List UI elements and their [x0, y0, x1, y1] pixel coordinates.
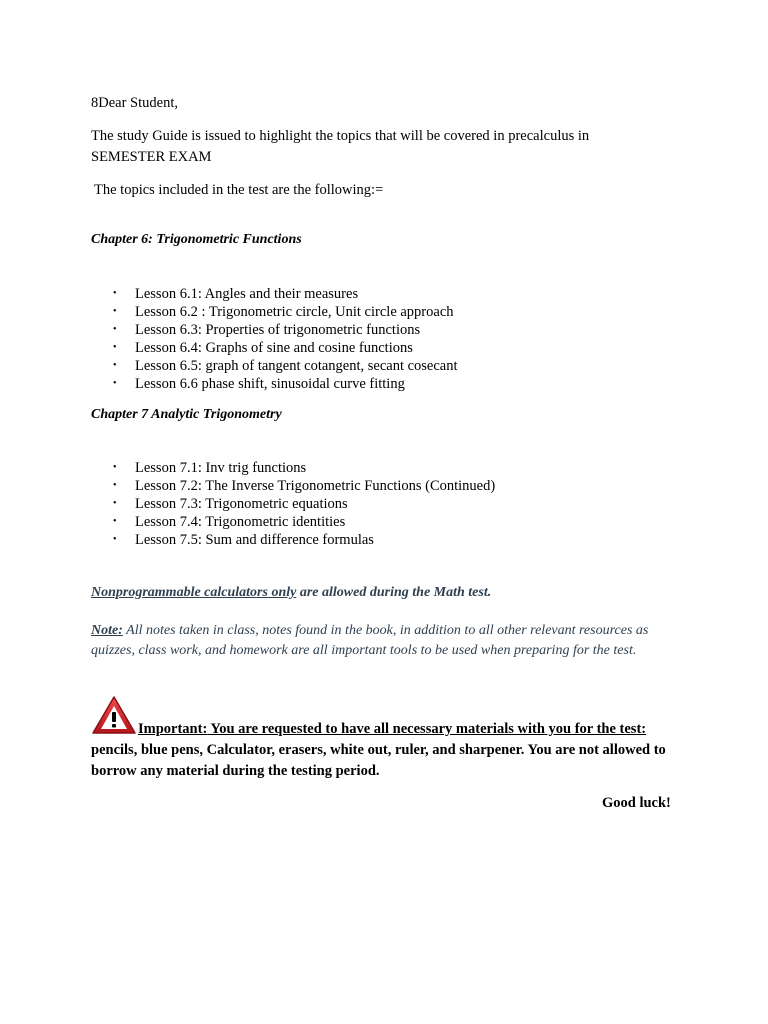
important-paragraph	[91, 719, 691, 782]
greeting: 8Dear Student,	[91, 95, 178, 111]
important-first-text: You are requested to have all necessary materials with you for the test:	[207, 721, 647, 737]
lesson-label: Lesson 6.2 : Trigonometric circle, Unit circle approach	[135, 304, 454, 320]
note-text: All notes taken in class, notes found in the book, in addition to all other relevant resources as quizzes, class work, and homework are all important tools to be used when preparing for the test.	[91, 623, 649, 658]
bullet-icon: •	[113, 324, 117, 335]
bullet-icon: •	[113, 306, 117, 317]
lesson-label: Lesson 6.3: Properties of trigonometric functions	[135, 322, 421, 338]
lesson-label: Lesson 7.5: Sum and difference formulas	[135, 532, 374, 548]
bullet-icon: •	[113, 480, 117, 491]
note-label: Note:	[91, 623, 123, 638]
important-text: pencils, blue pens, Calculator, erasers, white out, ruler, and sharpener. You are not allowed to borrow any material during the testing period.	[91, 742, 666, 779]
bullet-icon: •	[113, 498, 117, 509]
lesson-label: Lesson 6.1: Angles and their measures	[135, 286, 359, 302]
lesson-label: Lesson 7.1: Inv trig functions	[135, 460, 307, 476]
calculator-policy-emphasis: Nonprogrammable calculators only	[91, 585, 297, 600]
bullet-icon: •	[113, 360, 117, 371]
lesson-label: Lesson 6.6 phase shift, sinusoidal curve fitting	[135, 376, 405, 392]
note-paragraph	[91, 621, 691, 661]
bullet-icon: •	[113, 516, 117, 527]
bullet-icon: •	[113, 378, 117, 389]
lesson-label: Lesson 7.2: The Inverse Trigonometric Functions (Continued)	[135, 478, 496, 494]
lesson-label: Lesson 6.4: Graphs of sine and cosine functions	[135, 340, 413, 356]
bullet-icon: •	[113, 462, 117, 473]
intro-paragraph: The study Guide is issued to highlight the topics that will be covered in precalculus in SEMESTER EXAM	[91, 128, 590, 165]
bullet-icon: •	[113, 288, 117, 299]
calculator-policy	[91, 585, 491, 601]
calculator-policy-text: are allowed during the Math test.	[296, 585, 492, 600]
closing-text: Good luck!	[602, 795, 671, 811]
lesson-label: Lesson 7.4: Trigonometric identities	[135, 514, 346, 530]
chapter-7-heading: Chapter 7 Analytic Trigonometry	[91, 407, 282, 422]
chapter-6-heading: Chapter 6: Trigonometric Functions	[91, 232, 302, 247]
bullet-icon: •	[113, 342, 117, 353]
topics-intro: The topics included in the test are the following:=	[94, 182, 384, 198]
important-label: Important:	[138, 721, 208, 737]
bullet-icon: •	[113, 534, 117, 545]
lesson-label: Lesson 6.5: graph of tangent cotangent, secant cosecant	[135, 358, 458, 374]
lesson-label: Lesson 7.3: Trigonometric equations	[135, 496, 348, 512]
